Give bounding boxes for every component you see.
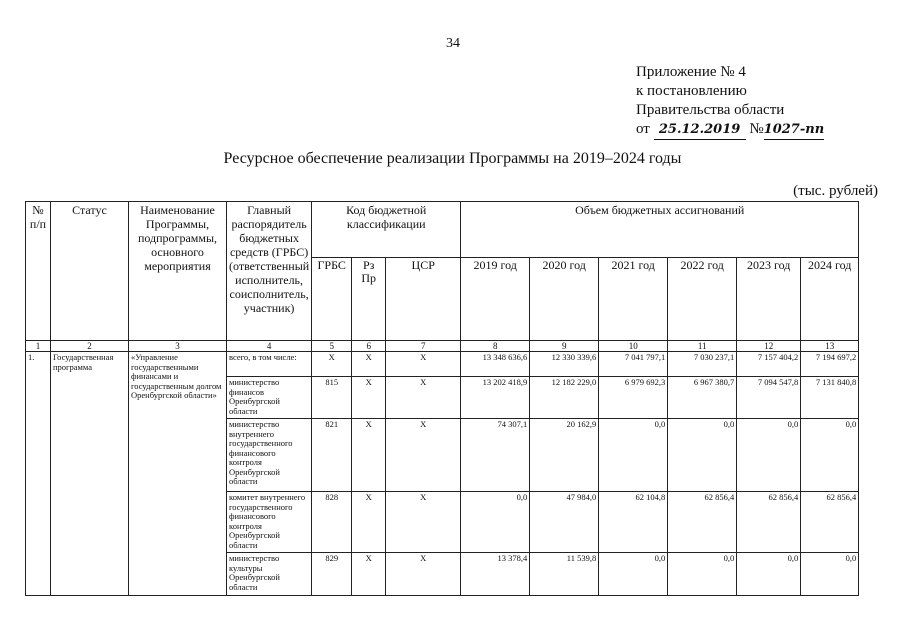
appendix-line-1: Приложение № 4 <box>636 64 746 80</box>
value-2024: 62 856,4 <box>801 492 859 553</box>
value-2024: 7 131 840,8 <box>801 377 859 419</box>
value-2019: 13 202 418,9 <box>461 377 530 419</box>
header-grbs-main: Главный распорядитель бюджетных средств (ГРБС) (ответственный исполнитель, соисполнитель, участник) <box>227 202 312 341</box>
value-2020: 11 539,8 <box>530 553 599 596</box>
from-label: от <box>636 121 650 137</box>
number-label: № <box>749 121 764 137</box>
value-2019: 74 307,1 <box>461 419 530 492</box>
column-number: 1 <box>26 341 51 352</box>
grbs-name: всего, в том числе: <box>227 352 312 377</box>
value-2021: 62 104,8 <box>599 492 668 553</box>
value-2022: 0,0 <box>668 553 737 596</box>
document-title: Ресурсное обеспечение реализации Программы на 2019–2024 годы <box>223 150 682 167</box>
header-volume: Объем бюджетных ассигнований <box>461 202 859 258</box>
value-2022: 7 030 237,1 <box>668 352 737 377</box>
appendix-line-2: к постановлению <box>636 83 747 99</box>
header-year: 2024 год <box>801 258 859 341</box>
column-number-row <box>26 341 859 352</box>
column-number: 8 <box>461 341 530 352</box>
grbs-name: комитет внутреннего государственного финансового контроля Оренбургской области <box>227 492 312 553</box>
column-number: 2 <box>51 341 129 352</box>
grbs-code: 815 <box>312 377 352 419</box>
value-2021: 0,0 <box>599 553 668 596</box>
row-status: Государственная программа <box>51 352 129 596</box>
rzpr-code: X <box>352 419 386 492</box>
value-2023: 7 157 404,2 <box>737 352 801 377</box>
header-year: 2020 год <box>530 258 599 341</box>
csr-code: X <box>386 352 461 377</box>
rzpr-code: X <box>352 377 386 419</box>
grbs-code: 829 <box>312 553 352 596</box>
grbs-name: министерство культуры Оренбургской области <box>227 553 312 596</box>
value-2019: 0,0 <box>461 492 530 553</box>
grbs-name: министерство внутреннего государственного финансового контроля Оренбургской области <box>227 419 312 492</box>
csr-code: X <box>386 419 461 492</box>
value-2021: 0,0 <box>599 419 668 492</box>
header-csr: ЦСР <box>386 258 461 341</box>
resource-table <box>25 201 859 596</box>
header-status: Статус <box>51 202 129 341</box>
column-number: 10 <box>599 341 668 352</box>
value-2020: 12 182 229,0 <box>530 377 599 419</box>
value-2022: 62 856,4 <box>668 492 737 553</box>
value-2020: 12 330 339,6 <box>530 352 599 377</box>
value-2022: 0,0 <box>668 419 737 492</box>
rzpr-code: X <box>352 352 386 377</box>
column-number: 11 <box>668 341 737 352</box>
handwritten-date: 25.12.2019 <box>654 120 746 140</box>
header-rzpr: Рз Пр <box>352 258 386 341</box>
value-2023: 0,0 <box>737 553 801 596</box>
column-number: 9 <box>530 341 599 352</box>
table-row <box>26 352 859 377</box>
value-2022: 6 967 380,7 <box>668 377 737 419</box>
header-num: № п/п <box>26 202 51 341</box>
csr-code: X <box>386 492 461 553</box>
program-name: «Управление государственными финансами и государственным долгом Оренбургской области» <box>129 352 227 596</box>
header-grbs: ГРБС <box>312 258 352 341</box>
header-year: 2021 год <box>599 258 668 341</box>
header-budget-code: Код бюджетной классификации <box>312 202 461 258</box>
handwritten-number: 1027-пп <box>764 120 824 140</box>
column-number: 6 <box>352 341 386 352</box>
value-2020: 47 984,0 <box>530 492 599 553</box>
column-number: 3 <box>129 341 227 352</box>
column-number: 4 <box>227 341 312 352</box>
header-name: Наименование Программы, подпрограммы, основного мероприятия <box>129 202 227 341</box>
column-number: 7 <box>386 341 461 352</box>
rzpr-code: X <box>352 492 386 553</box>
grbs-code: X <box>312 352 352 377</box>
value-2021: 6 979 692,3 <box>599 377 668 419</box>
appendix-block <box>636 63 824 140</box>
header-year: 2019 год <box>461 258 530 341</box>
grbs-code: 828 <box>312 492 352 553</box>
value-2024: 0,0 <box>801 553 859 596</box>
grbs-code: 821 <box>312 419 352 492</box>
value-2020: 20 162,9 <box>530 419 599 492</box>
column-number: 12 <box>737 341 801 352</box>
value-2023: 62 856,4 <box>737 492 801 553</box>
rzpr-code: X <box>352 553 386 596</box>
column-number: 5 <box>312 341 352 352</box>
value-2024: 7 194 697,2 <box>801 352 859 377</box>
grbs-name: министерство финансов Оренбургской области <box>227 377 312 419</box>
appendix-date-line <box>636 120 824 140</box>
units-label: (тыс. рублей) <box>793 183 878 199</box>
value-2023: 7 094 547,8 <box>737 377 801 419</box>
value-2019: 13 348 636,6 <box>461 352 530 377</box>
appendix-line-3: Правительства области <box>636 102 785 118</box>
row-number: 1. <box>26 352 51 596</box>
csr-code: X <box>386 377 461 419</box>
value-2021: 7 041 797,1 <box>599 352 668 377</box>
page-number: 34 <box>446 36 460 51</box>
column-number: 13 <box>801 341 859 352</box>
value-2023: 0,0 <box>737 419 801 492</box>
header-year: 2022 год <box>668 258 737 341</box>
csr-code: X <box>386 553 461 596</box>
value-2019: 13 378,4 <box>461 553 530 596</box>
value-2024: 0,0 <box>801 419 859 492</box>
header-year: 2023 год <box>737 258 801 341</box>
